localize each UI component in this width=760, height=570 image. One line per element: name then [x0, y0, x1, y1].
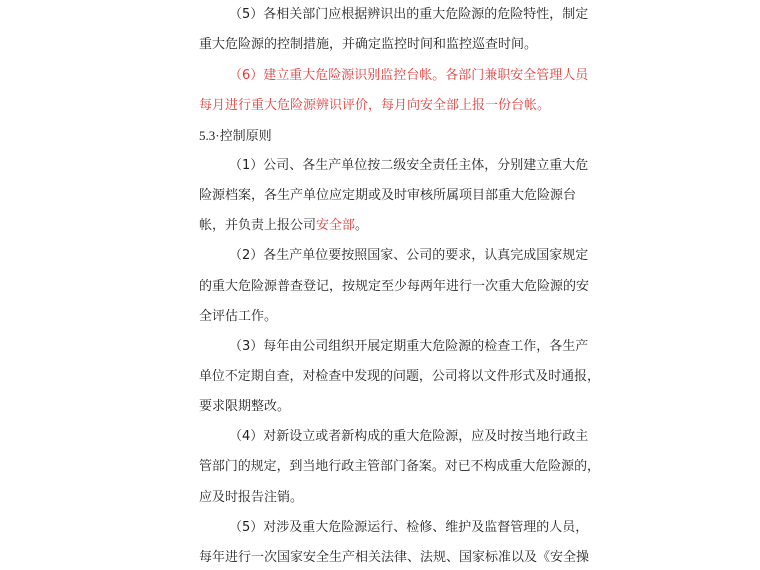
p6-line-1: （6）建立重大危险源识别监控台帐。各部门兼职安全管理人员 — [229, 68, 589, 83]
c3-line-3: 要求限期整改。 — [199, 399, 291, 414]
section-heading-5-3: 5.3·控制原则 — [199, 128, 272, 143]
c1-line-2: 险源档案，各生产单位应定期或及时审核所属项目部重大危险源台 — [199, 188, 577, 203]
c1-line-3-text: 帐，并负责上报公司 — [199, 218, 317, 233]
c4-line-2: 管部门的规定，到当地行政主管部门备案。对已不构成重大危险源的， — [199, 459, 601, 474]
c5-line-2: 每年进行一次国家安全生产相关法律、法规、国家标准以及《安全操 — [199, 550, 590, 565]
p6-line-2: 每月进行重大危险源辨识评价，每月向安全部上报一份台帐。 — [199, 98, 551, 113]
safety-dept-highlight: 安全部 — [316, 218, 356, 233]
p5-line-1: （5）各相关部门应根据辨识出的重大危险源的危险特性，制定 — [229, 7, 589, 22]
c2-line-3: 全评估工作。 — [199, 309, 278, 324]
p5-line-2: 重大危险源的控制措施，并确定监控时间和监控巡查时间。 — [199, 37, 538, 52]
c3-line-2: 单位不定期自查，对检查中发现的问题，公司将以文件形式及时通报， — [199, 369, 601, 384]
c2-line-1: （2）各生产单位要按照国家、公司的要求，认真完成国家规定 — [229, 248, 589, 263]
c5-line-1: （5）对涉及重大危险源运行、检修、维护及监督管理的人员， — [229, 520, 589, 535]
c1-line-3-end: 。 — [355, 218, 369, 233]
c1-line-1: （1）公司、各生产单位按二级安全责任主体，分别建立重大危 — [229, 158, 589, 173]
c1-line-3 — [199, 217, 368, 235]
c3-line-1: （3）每年由公司组织开展定期重大危险源的检查工作，各生产 — [229, 339, 589, 354]
c4-line-1: （4）对新设立或者新构成的重大危险源，应及时按当地行政主 — [229, 429, 589, 444]
c2-line-2: 的重大危险源普查登记，按规定至少每两年进行一次重大危险源的安 — [199, 279, 590, 294]
c4-line-3: 应及时报告注销。 — [199, 490, 304, 505]
